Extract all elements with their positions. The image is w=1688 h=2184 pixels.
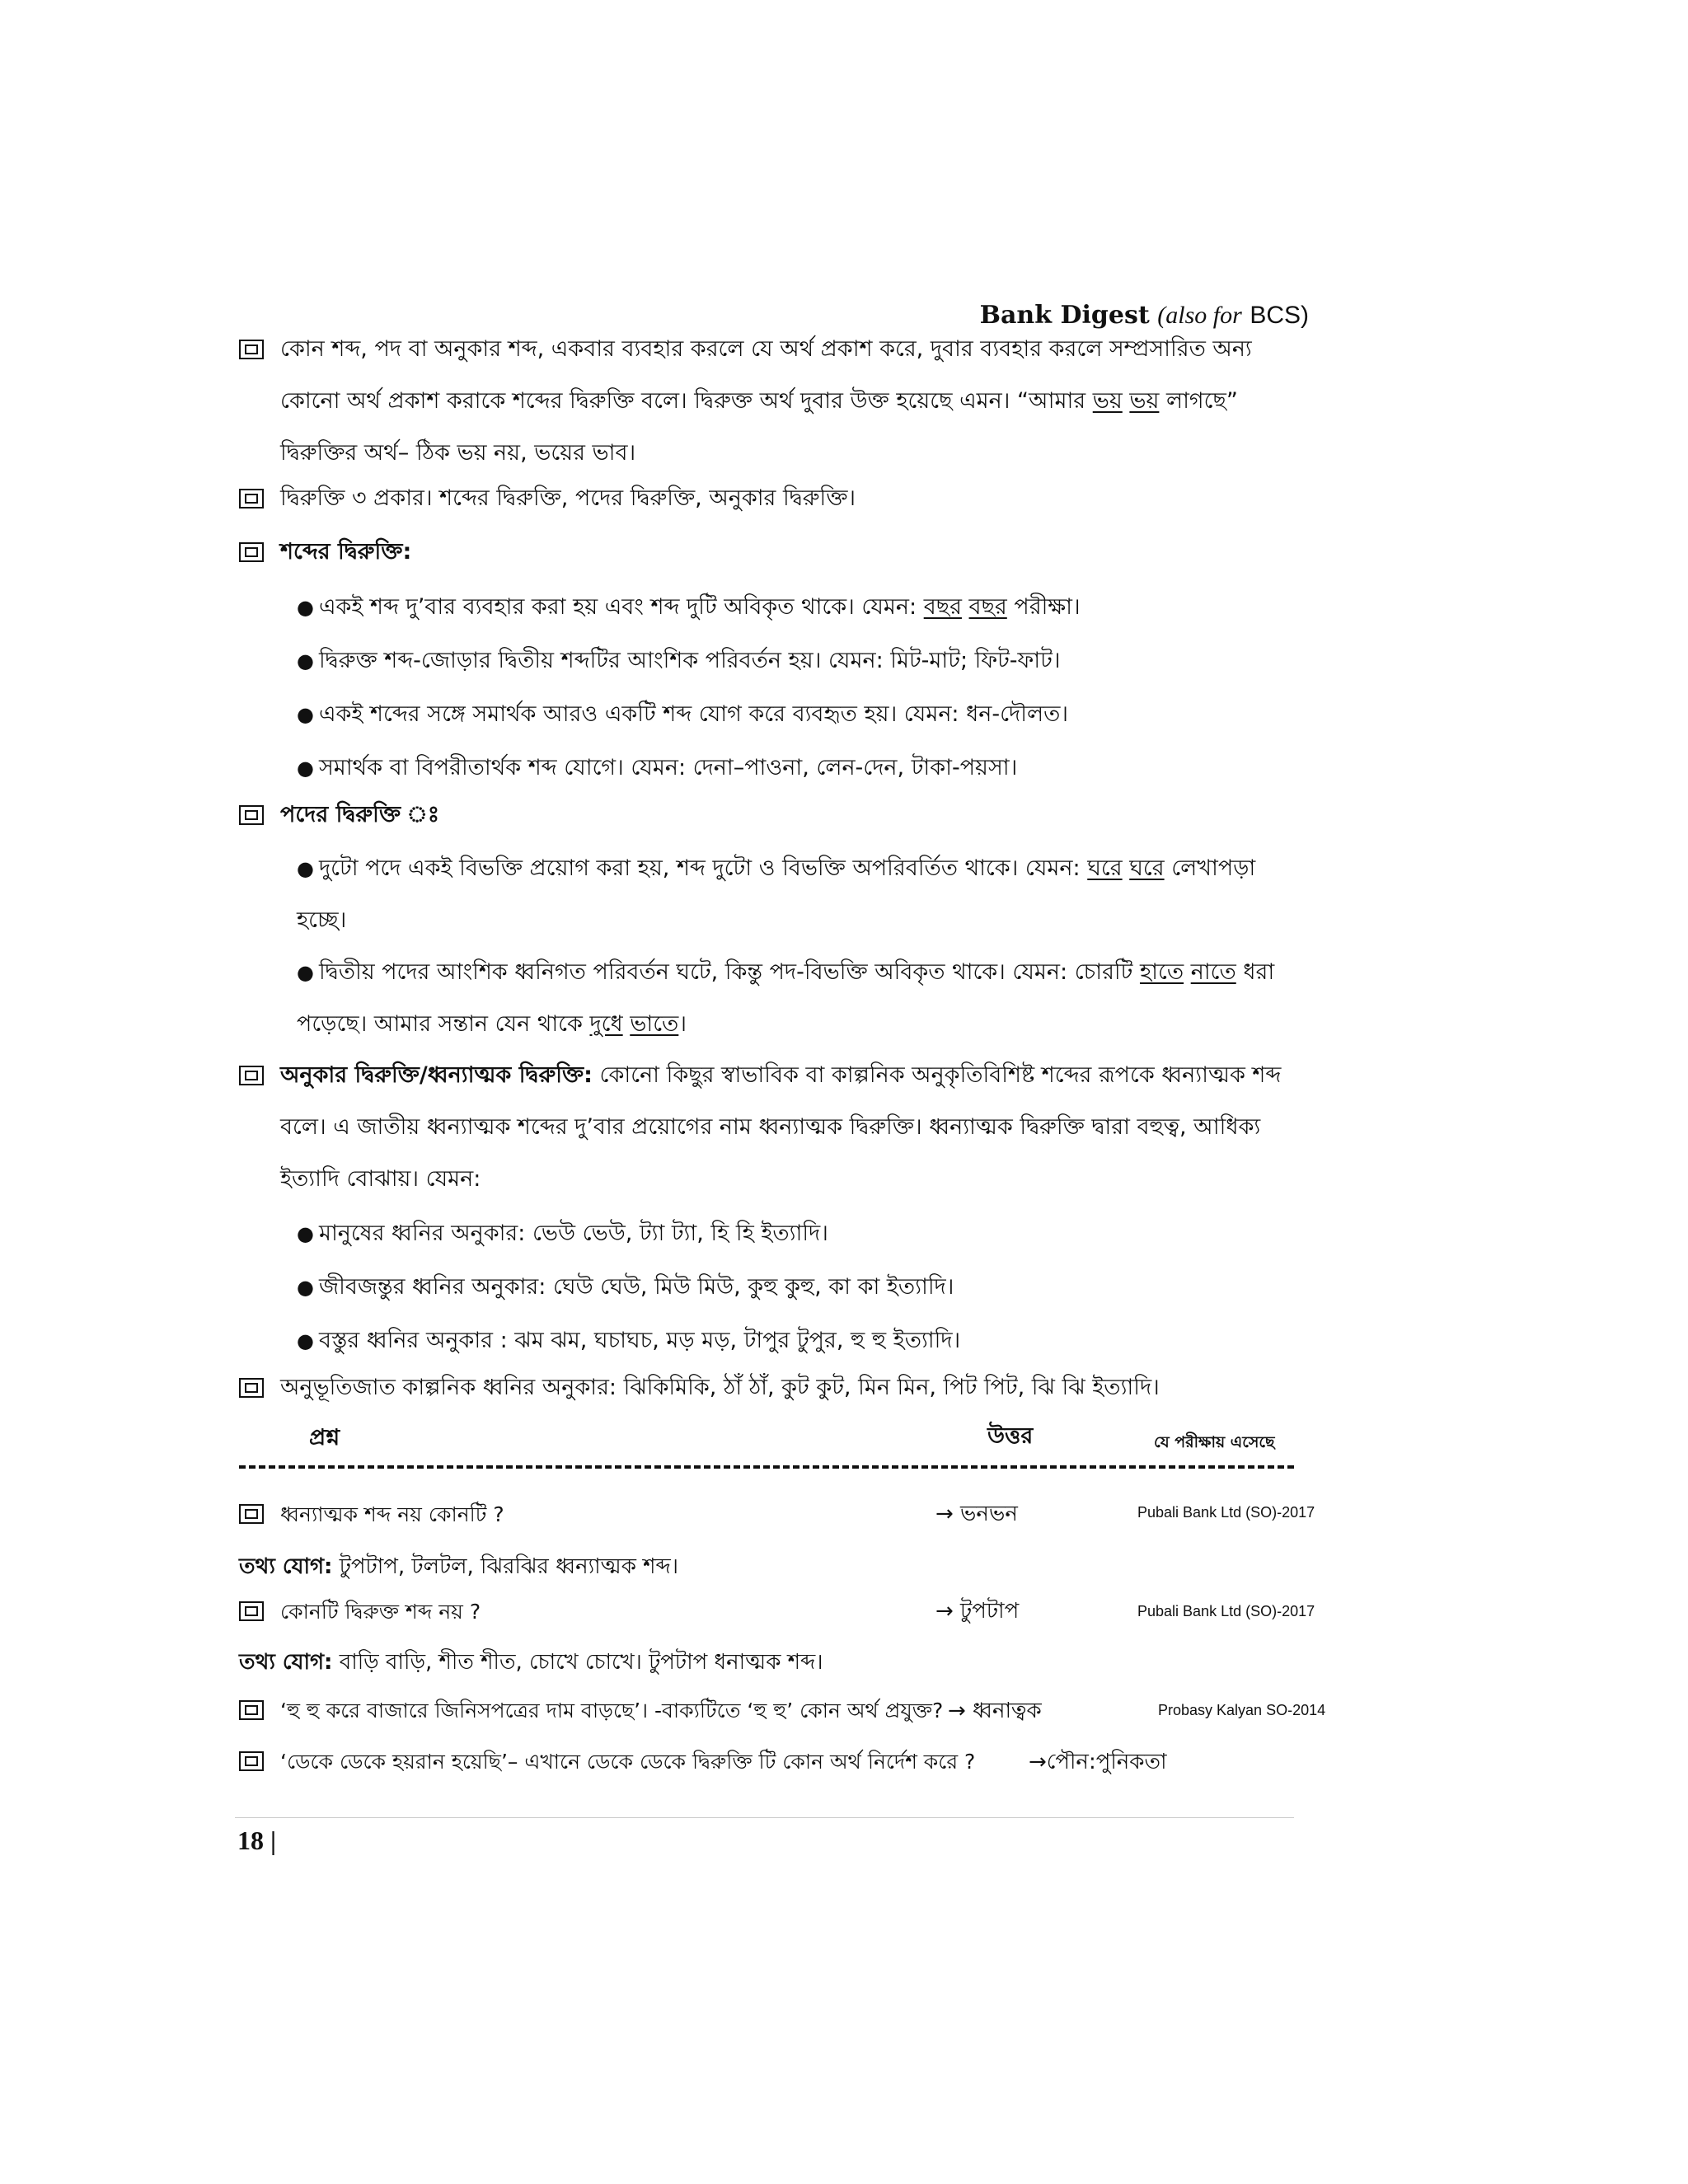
intro-line-1: কোন শব্দ, পদ বা অনুকার শব্দ, একবার ব্যবহার করলে যে অর্থ প্রকাশ করে, দুবার ব্যবহার করলে সম্প্রসারিত অন্য: [280, 336, 1252, 362]
footer-rule: [235, 1817, 1294, 1818]
answer-2: → টুপটাপ: [935, 1599, 1020, 1624]
square-bullet-icon: [239, 1751, 264, 1771]
page-number: 18 |: [237, 1825, 277, 1855]
square-bullet-icon: [239, 1066, 264, 1085]
answer-3: → ধ্বনাত্বক: [948, 1699, 1042, 1723]
intro-line-3: দ্বিরুক্তির অর্থ– ঠিক ভয় নয়, ভয়ের ভাব।: [280, 440, 636, 466]
info-2: তথ্য যোগ: বাড়ি বাড়ি, শীত শীত, চোখে চোখে। টুপটাপ ধনাত্মক শব্দ।: [239, 1650, 823, 1675]
word-heading: শব্দের দ্বিরুক্তি:: [280, 539, 412, 565]
word-bullet-2: ● দ্বিরুক্ত শব্দ-জোড়ার দ্বিতীয় শব্দটির আংশিক পরিবর্তন হয়। যেমন: মিট-মাট; ফিট-ফাট।: [297, 648, 1061, 673]
source-3: Probasy Kalyan SO-2014: [1158, 1702, 1326, 1718]
square-bullet-icon: [239, 805, 264, 825]
onukar-bullet-2: ● জীবজন্তুর ধ্বনির অনুকার: ঘেউ ঘেউ, মিউ মিউ, কুহু কুহু, কা কা ইত্যাদি।: [297, 1274, 954, 1300]
onukar-line-1: অনুকার দ্বিরুক্তি/ধ্বন্যাত্মক দ্বিরুক্তি: কোনো কিছুর স্বাভাবিক বা কাল্পনিক অনুকৃতিবিশিষ্ট শব্দের রূপকে ধ্বন্যাত্মক শব্দ: [280, 1062, 1282, 1088]
pada-bullet-1: ● দুটো পদে একই বিভক্তি প্রয়োগ করা হয়, শব্দ দুটো ও বিভক্তি অপরিবর্তিত থাকে। যেমন: ঘরে ঘরে লেখাপড়া: [297, 855, 1256, 881]
word-bullet-4: ● সমার্থক বা বিপরীতার্থক শব্দ যোগে। যেমন: দেনা–পাওনা, লেন-দেন, টাকা-পয়সা।: [297, 755, 1018, 780]
onukar-line-2: বলে। এ জাতীয় ধ্বন্যাত্মক শব্দের দু’বার প্রয়োগের নাম ধ্বন্যাত্মক দ্বিরুক্তি। ধ্বন্যাত্মক দ্বিরুক্তি দ্বারা বহুত্ব, আধিক্য: [280, 1114, 1261, 1140]
word-bullet-1: ● একই শব্দ দু’বার ব্যবহার করা হয় এবং শব্দ দুটি অবিকৃত থাকে। যেমন: বছর বছর পরীক্ষা।: [297, 594, 1081, 620]
question-2: কোনটি দ্বিরুক্ত শব্দ নয় ?: [280, 1600, 481, 1624]
source-1: Pubali Bank Ltd (SO)-2017: [1137, 1504, 1315, 1521]
underlined-word: ভয়: [1129, 388, 1160, 414]
pada-bullet-2-cont: পড়েছে। আমার সন্তান যেন থাকে দুধে ভাতে।: [297, 1011, 687, 1037]
pada-bullet-2: ● দ্বিতীয় পদের আংশিক ধ্বনিগত পরিবর্তন ঘটে, কিন্তু পদ-বিভক্তি অবিকৃত থাকে। যেমন: চোরটি হাতে নাতে ধরা: [297, 959, 1275, 985]
info-1: তথ্য যোগ: টুপটাপ, টলটল, ঝিরঝির ধ্বন্যাত্মক শব্দ।: [239, 1554, 679, 1579]
answer-4: →পৌন:পুনিকতা: [1029, 1750, 1167, 1774]
pada-bullet-1-cont: হচ্ছে।: [297, 907, 347, 933]
intro-line-2: কোনো অর্থ প্রকাশ করাকে শব্দের দ্বিরুক্তি বলে। দ্বিরুক্ত অর্থ দুবার উক্ত হয়েছে এমন। “আমার ভয় ভয় লাগছে”: [280, 388, 1238, 414]
exam-column-header: যে পরীক্ষায় এসেছে: [1154, 1433, 1275, 1451]
types-line: দ্বিরুক্তি ৩ প্রকার। শব্দের দ্বিরুক্তি, পদের দ্বিরুক্তি, অনুকার দ্বিরুক্তি।: [280, 485, 856, 511]
question-4: ‘ডেকে ডেকে হয়রান হয়েছি’– এখানে ডেকে ডেকে দ্বিরুক্তি টি কোন অর্থ নির্দেশ করে ?: [280, 1750, 976, 1774]
onukar-bullet-1: ● মানুষের ধ্বনির অনুকার: ভেউ ভেউ, ট্যা ট্যা, হি হি ইত্যাদি।: [297, 1221, 828, 1246]
onukar-line-3: ইত্যাদি বোঝায়। যেমন:: [280, 1166, 481, 1192]
square-bullet-icon: [239, 340, 264, 359]
square-bullet-icon: [239, 542, 264, 562]
square-bullet-icon: [239, 1601, 264, 1621]
question-column-header: প্রশ্ন: [309, 1425, 340, 1451]
square-bullet-icon: [239, 1504, 264, 1524]
square-bullet-icon: [239, 1378, 264, 1398]
header-brand: Bank Digest: [979, 301, 1150, 330]
answer-column-header: উত্তর: [987, 1423, 1034, 1449]
header-also: (also for: [1157, 302, 1242, 329]
header-bcs: BCS): [1250, 302, 1309, 329]
square-bullet-icon: [239, 1700, 264, 1720]
word-bullet-3: ● একই শব্দের সঙ্গে সমার্থক আরও একটি শব্দ যোগ করে ব্যবহৃত হয়। যেমন: ধন-দৌলত।: [297, 701, 1068, 727]
pada-heading: পদের দ্বিরুক্তি ঃ: [280, 802, 440, 827]
onukar-bullet-3: ● বস্তুর ধ্বনির অনুকার : ঝম ঝম, ঘচাঘচ, মড় মড়, টাপুর টুপুর, হু হু ইত্যাদি।: [297, 1328, 961, 1353]
question-3: ‘হু হু করে বাজারে জিনিসপত্রের দাম বাড়ছে’। -বাক্যটিতে ‘হু হু’ কোন অর্থ প্রযুক্ত?: [280, 1699, 944, 1722]
underlined-word: ভয়: [1092, 388, 1123, 414]
question-1: ধ্বন্যাত্মক শব্দ নয় কোনটি ?: [280, 1502, 504, 1526]
square-bullet-icon: [239, 489, 264, 509]
answer-1: → ভনভন: [935, 1502, 1018, 1526]
dashed-divider: [239, 1465, 1294, 1469]
source-2: Pubali Bank Ltd (SO)-2017: [1137, 1603, 1315, 1619]
feel-line: অনুভূতিজাত কাল্পনিক ধ্বনির অনুকার: ঝিকিমিকি, ঠাঁ ঠাঁ, কুট কুট, মিন মিন, পিট পিট, ঝি ঝি ইত্যাদি।: [280, 1375, 1160, 1400]
